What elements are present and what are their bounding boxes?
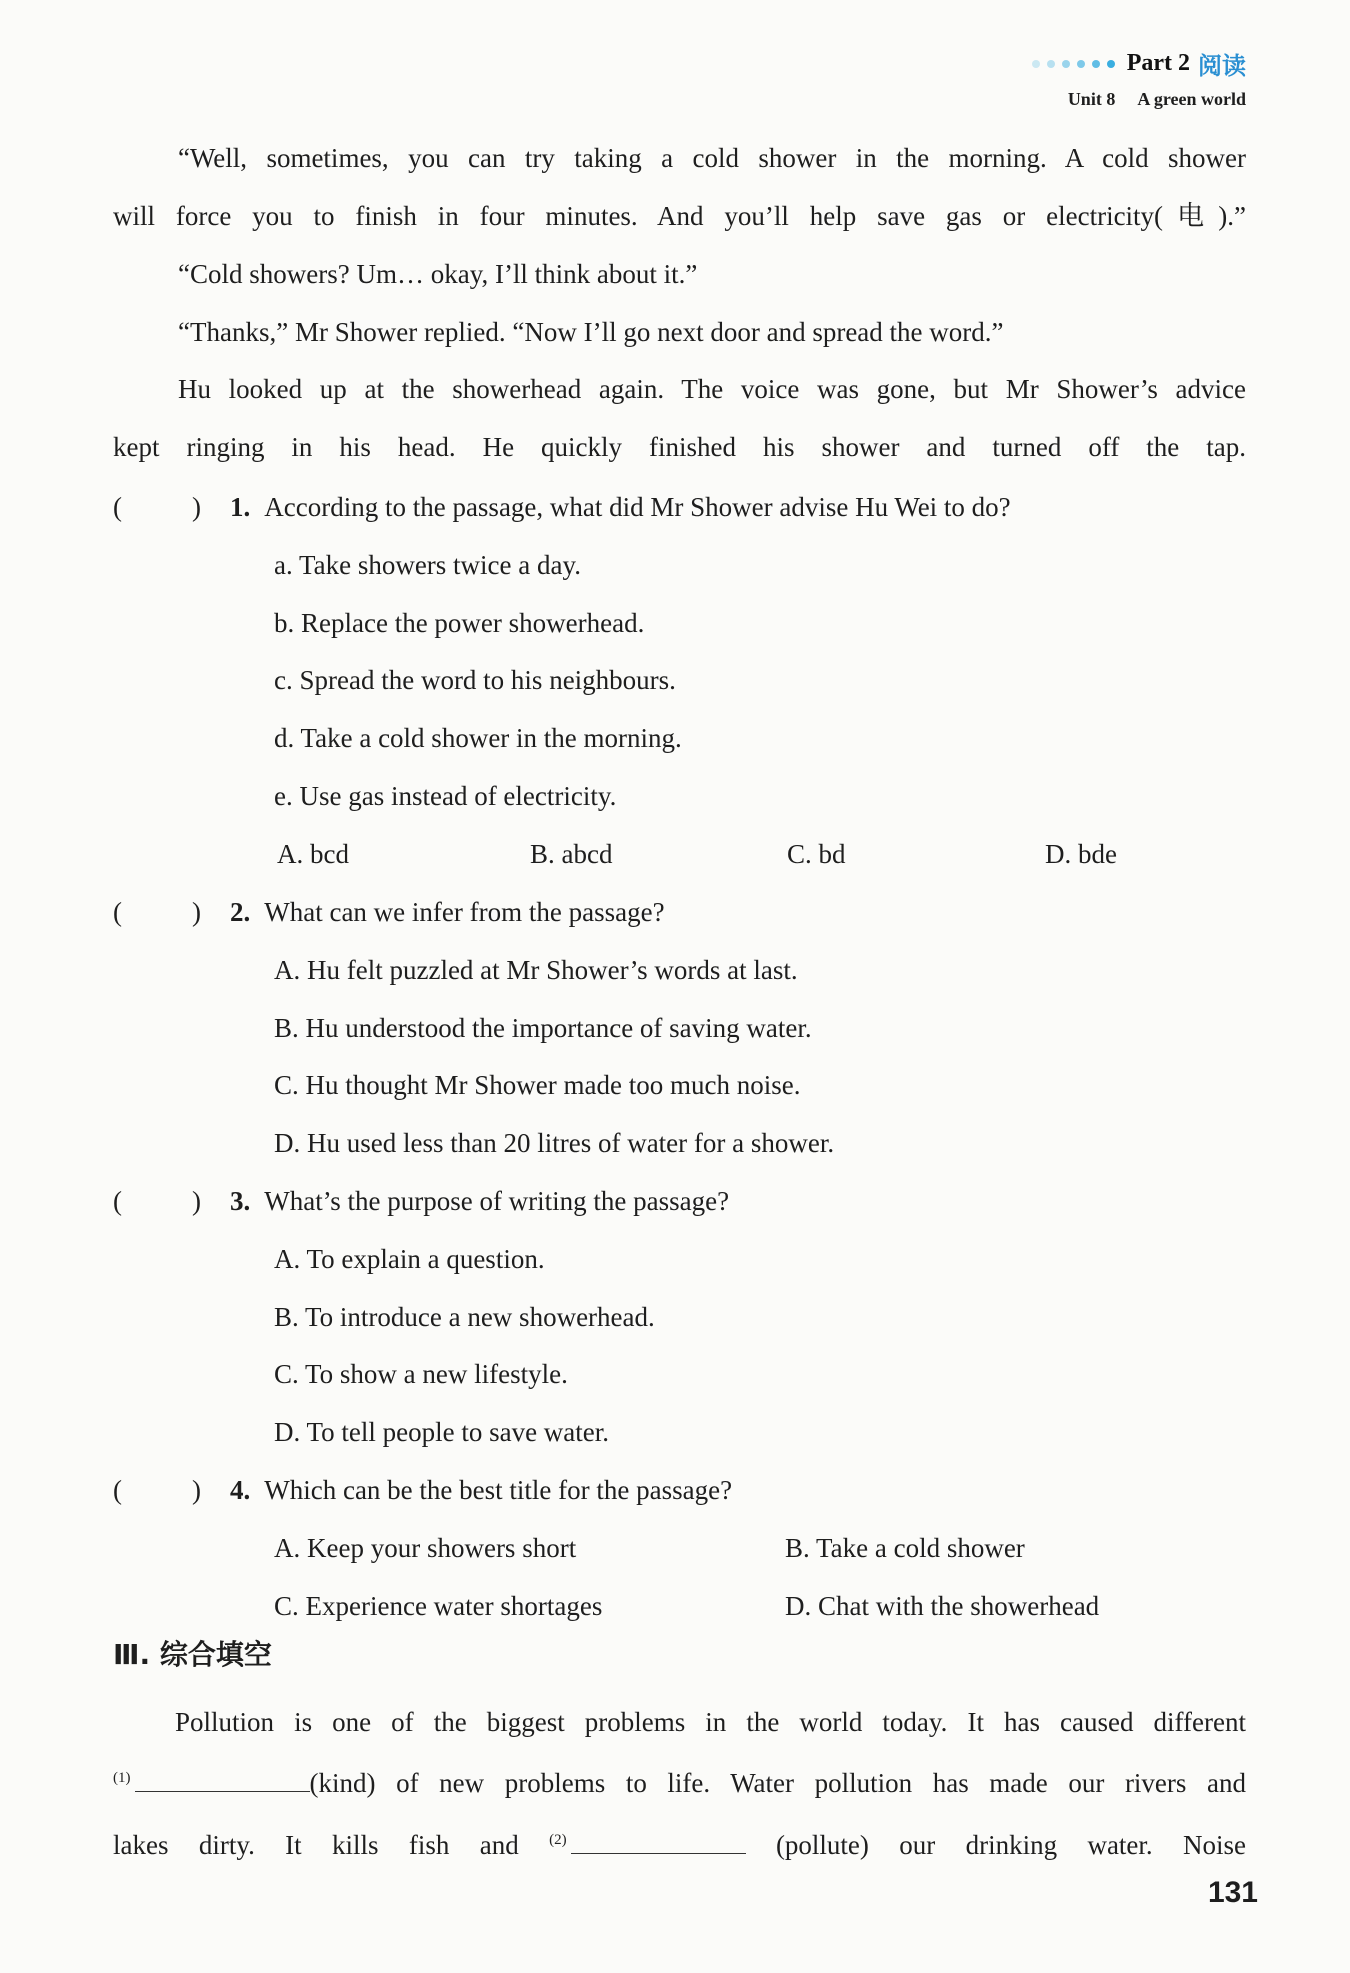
bracket-close: ) (192, 492, 201, 522)
option-c: C. bd (787, 839, 846, 869)
option-d: D. To tell people to save water. (274, 1417, 610, 1447)
option-a: A. Hu felt puzzled at Mr Shower’s words at last. (274, 955, 798, 985)
answer-bracket[interactable] (113, 1186, 201, 1217)
option-c: C. To show a new lifestyle. (274, 1359, 568, 1389)
bracket-close: ) (192, 897, 201, 927)
section-title: Ⅲ. 综合填空 (113, 1638, 272, 1671)
passage-line: kept ringing in his head. He quickly finished his shower and turned off the tap. (113, 432, 1246, 462)
option-b: B. To introduce a new showerhead. (274, 1302, 655, 1332)
bracket-open: ( (113, 897, 122, 927)
cloze-text: (pollute) our drinking water. Noise (775, 1830, 1247, 1860)
bracket-close: ) (192, 1186, 201, 1216)
question-text: What can we infer from the passage? (264, 897, 665, 927)
statement-d: d. Take a cold shower in the morning. (274, 723, 682, 753)
bracket-open: ( (113, 492, 122, 522)
option-b: B. Take a cold shower (785, 1533, 1025, 1563)
question-1 (230, 492, 1011, 523)
passage-line: Hu looked up at the showerhead again. The voice was gone, but Mr Shower’s advice (178, 374, 1246, 404)
question-number: 3. (230, 1186, 251, 1216)
dot-icon (1032, 60, 1040, 68)
passage-line: will force you to finish in four minutes. And you’ll help save gas or electricity(电).” (113, 201, 1246, 231)
header-unit-title: A green world (1137, 89, 1246, 109)
blank-2-input[interactable] (571, 1829, 746, 1854)
dot-icon (1077, 60, 1085, 68)
header-part: Part 2 (1126, 50, 1190, 76)
question-text: Which can be the best title for the passage? (264, 1475, 733, 1505)
question-number: 1. (230, 492, 251, 522)
page-header (1032, 46, 1246, 110)
header-unit: Unit 8 (1067, 89, 1116, 109)
page-number: 131 (1207, 1876, 1258, 1909)
statement-e: e. Use gas instead of electricity. (274, 781, 617, 811)
option-b: B. Hu understood the importance of saving water. (274, 1013, 812, 1043)
statement-b: b. Replace the power showerhead. (274, 608, 645, 638)
question-number: 4. (230, 1475, 251, 1505)
answer-bracket[interactable] (113, 897, 201, 928)
question-4 (230, 1475, 732, 1506)
passage-line: “Well, sometimes, you can try taking a cold shower in the morning. A cold shower (178, 143, 1246, 173)
answer-bracket[interactable] (113, 1475, 201, 1506)
dot-icon (1107, 60, 1115, 68)
option-c: C. Experience water shortages (274, 1591, 603, 1621)
cloze-line (113, 1767, 1246, 1797)
header-section: 阅读 (1198, 52, 1246, 80)
bracket-close: ) (192, 1475, 201, 1505)
dot-icon (1062, 60, 1070, 68)
header-top-row (1032, 46, 1246, 81)
option-d: D. Chat with the showerhead (785, 1591, 1100, 1621)
option-d: D. bde (1045, 839, 1117, 869)
header-unit-row (1032, 89, 1246, 110)
bracket-open: ( (113, 1186, 122, 1216)
question-text: What’s the purpose of writing the passage? (264, 1186, 730, 1216)
cloze-line (113, 1829, 1246, 1859)
blank-number: (2) (549, 1832, 567, 1848)
option-a: A. To explain a question. (274, 1244, 545, 1274)
cloze-text: lakes dirty. It kills fish and (113, 1830, 519, 1860)
passage-line: “Thanks,” Mr Shower replied. “Now I’ll go next door and spread the word.” (178, 317, 1004, 347)
option-a: A. bcd (277, 839, 349, 869)
option-a: A. Keep your showers short (274, 1533, 577, 1563)
blank-number: (1) (113, 1770, 131, 1786)
dot-icon (1092, 60, 1100, 68)
dot-icon (1047, 60, 1055, 68)
question-2 (230, 897, 665, 928)
cloze-line: Pollution is one of the biggest problems in the world today. It has caused different (175, 1707, 1246, 1737)
option-c: C. Hu thought Mr Shower made too much noise. (274, 1070, 801, 1100)
option-b: B. abcd (530, 839, 613, 869)
option-d: D. Hu used less than 20 litres of water for a shower. (274, 1128, 835, 1158)
question-number: 2. (230, 897, 251, 927)
statement-c: c. Spread the word to his neighbours. (274, 665, 676, 695)
blank-1-input[interactable] (135, 1767, 310, 1792)
statement-a: a. Take showers twice a day. (274, 550, 581, 580)
cloze-text: (kind) of new problems to life. Water pollution has made our rivers and (309, 1768, 1246, 1798)
answer-bracket[interactable] (113, 492, 201, 523)
question-3 (230, 1186, 729, 1217)
bracket-open: ( (113, 1475, 122, 1505)
passage-line: “Cold showers? Um… okay, I’ll think about it.” (178, 259, 698, 289)
question-text: According to the passage, what did Mr Shower advise Hu Wei to do? (264, 492, 1011, 522)
decorative-dots-icon (1032, 60, 1115, 68)
